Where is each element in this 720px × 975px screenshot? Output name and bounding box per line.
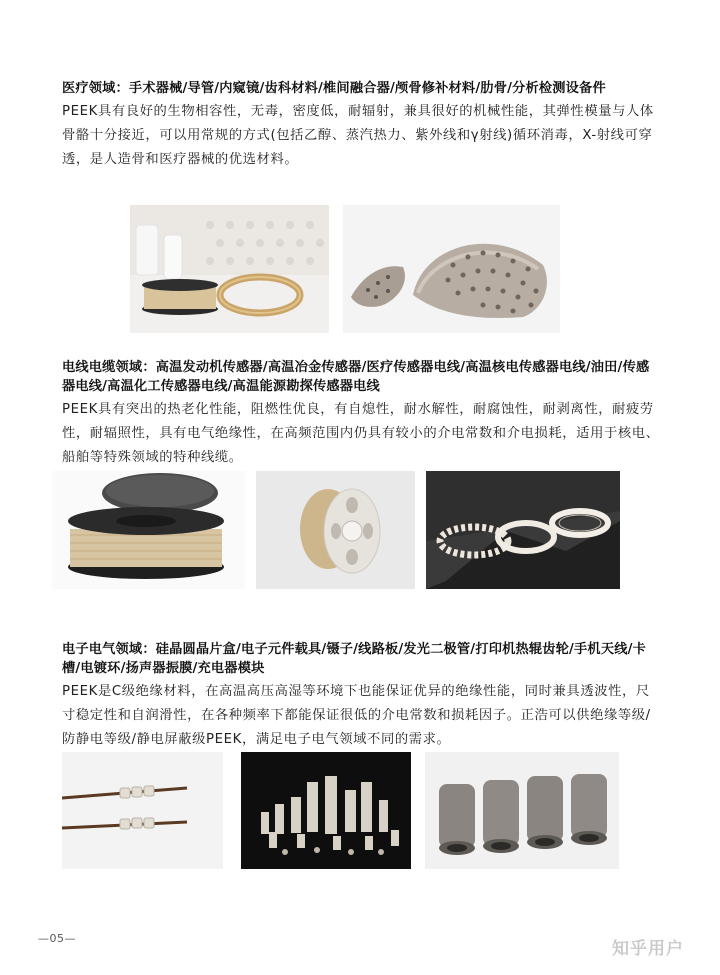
gear-rings-photo (426, 471, 620, 589)
section-body: PEEK是C级绝缘材料，在高温高压高湿等环境下也能保证优异的绝缘性能，同时兼具透波性，尺寸稳定性和自润滑性，在各种频率下都能保证很低的介电常数和损耗因子。正浩可以供绝缘等级/防静电等级/静电屏蔽级PEEK，满足电子电气领域不同的需求。 (62, 684, 651, 747)
black-spool-photo (52, 471, 245, 589)
section-body: PEEK具有良好的生物相容性，无毒，密度低，耐辐射，兼具很好的机械性能，其弹性模量与人体骨骼十分接近，可以用常规的方式(包括乙醇、蒸汽热力、紫外线和γ射线)循环消毒，X-射线可穿透，是人造骨和医疗器械的优选材料。 (62, 104, 654, 167)
section-heading: 电线电缆领域：高温发动机传感器/高温冶金传感器/医疗传感器电线/高温核电传感器电线/油田/传感器电线/高温化工传感器电线/高温能源勘探传感器电线 (62, 360, 650, 394)
page-number: —05— (38, 932, 76, 945)
watermark-text: 知乎用户 (612, 939, 684, 959)
section-heading: 医疗领域：手术器械/导管/内窥镜/齿科材料/椎间融合器/颅骨修补材料/肋骨/分析检测设备件 (62, 81, 606, 96)
threaded-sleeves-photo (425, 752, 619, 869)
white-spool-photo (256, 471, 415, 589)
skull-implant-photo (343, 205, 560, 333)
section-wire-cable (62, 358, 662, 470)
section-heading: 电子电气领域：硅晶圆晶片盒/电子元件载具/镊子/线路板/发光二极管/打印机热辊齿轮/手机天线/卡槽/电镀环/扬声器振膜/充电器模块 (62, 642, 646, 676)
section-medical (62, 79, 662, 172)
section-body: PEEK具有突出的热老化性能，阻燃性优良，有自熄性，耐水解性，耐腐蚀性，耐剥离性，耐疲劳性，耐辐照性，具有电气绝缘性，在高频范围内仍具有较小的介电常数和介电损耗，适用于核电、船舶等特殊领域的特种线缆。 (62, 402, 660, 465)
section-electronics (62, 640, 662, 752)
filament-spool-photo (130, 205, 329, 333)
machined-parts-photo (241, 752, 411, 869)
tweezers-photo (62, 752, 223, 869)
